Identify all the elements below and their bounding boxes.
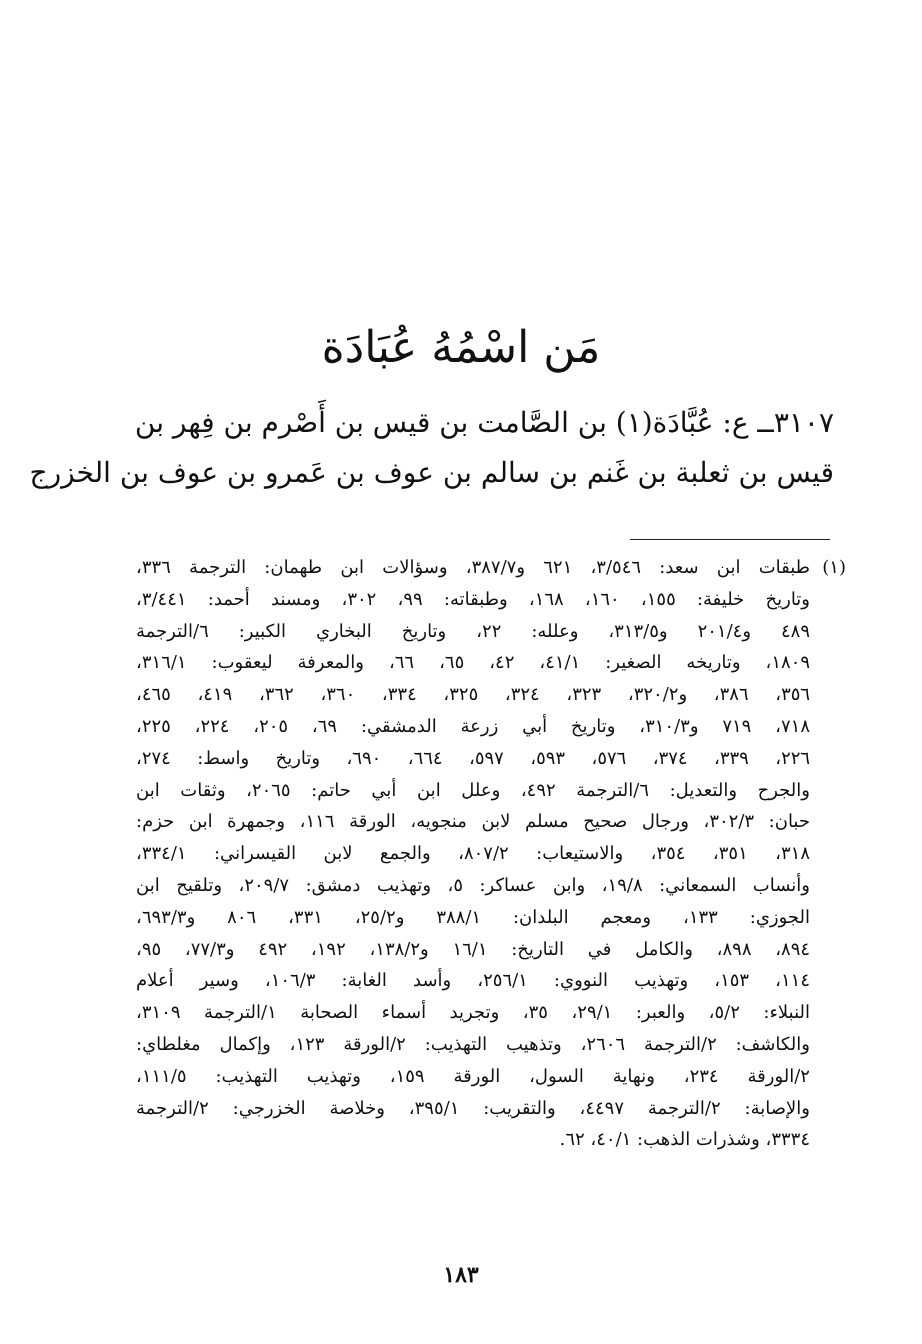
- footnote-line: ٨٩٤، ٨٩٨، والكامل في التاريخ: ١٦/١ و١٣٨/٢، ١٩٢، ٤٩٢ و٧٧/٣، ٩٥،: [136, 938, 811, 960]
- biography-entry: [29, 398, 834, 498]
- footnote-line: ٣٥٦، ٣٨٦، و٣٢٠/٢، ٣٢٣، ٣٢٤، ٣٢٥، ٣٣٤، ٣٦٠، ٣٦٢، ٤١٩، ٤٦٥،: [136, 684, 811, 706]
- footnote-line: النبلاء: ٥/٢، والعبر: ٢٩/١، ٣٥، وتجريد أسماء الصحابة ١/الترجمة ٣١٠٩،: [136, 1002, 811, 1024]
- section-heading: مَن اسْمُهُ عُبَادَة: [321, 322, 601, 373]
- footnote-line: ١٨٠٩، وتاريخه الصغير: ٤١/١، ٤٢، ٦٥، ٦٦، والمعرفة ليعقوب: ٣١٦/١،: [136, 652, 811, 674]
- footnote-line: والكاشف: ٢/الترجمة ٢٦٠٦، وتذهيب التهذيب: ٢/الورقة ١٢٣، وإكمال مغلطاي:: [136, 1033, 810, 1055]
- footnote-line: والإصابة: ٢/الترجمة ٤٤٩٧، والتقريب: ٣٩٥/١، وخلاصة الخزرجي: ٢/الترجمة: [136, 1097, 810, 1119]
- footnote-line: وأنساب السمعاني: ١٩/٨، وابن عساكر: ٥، وتهذيب دمشق: ٢٠٩/٧، وتلقيح ابن: [136, 874, 810, 896]
- page-number: ١٨٣: [443, 1262, 479, 1288]
- entry-line-2: قيس بن ثعلبة بن غَنم بن سالم بن عوف بن عَمرو بن عوف بن الخزرج: [29, 456, 834, 489]
- footnote-line: طبقات ابن سعد: ٣/٥٤٦، ٦٢١ و٣٨٧/٧، وسؤالات ابن طهمان: الترجمة ٣٣٦،: [136, 557, 810, 578]
- footnote-line: ٧١٨، ٧١٩ و٣١٠/٣، وتاريخ أبي زرعة الدمشقي: ٦٩، ٢٠٥، ٢٢٤، ٢٢٥،: [136, 715, 810, 737]
- footnote-line: ٤٨٩ و٢٠١/٤ و٣١٣/٥، وعلله: ٢٢، وتاريخ البخاري الكبير: ٦/الترجمة: [136, 620, 810, 642]
- footnote-line: حبان: ٣٠٢/٣، ورجال صحيح مسلم لابن منجويه، الورقة ١١٦، وجمهرة ابن حزم:: [136, 811, 810, 833]
- entry-line-1: ٣١٠٧ــ ع: عُبَّادَة(١) بن الصَّامت بن قيس بن أَصْرم بن فِهر بن: [134, 406, 834, 439]
- footnote-line: ٢٢٦، ٣٣٩، ٣٧٤، ٥٧٦، ٥٩٣، ٥٩٧، ٦٦٤، ٦٩٠، وتاريخ واسط: ٢٧٤،: [136, 747, 811, 769]
- footnote-line: وتاريخ خليفة: ١٥٥، ١٦٠، ١٦٨، وطبقاته: ٩٩، ٣٠٢، ومسند أحمد: ٣/٤٤١،: [136, 588, 811, 610]
- footnote-line: ٣٣٣٤، وشذرات الذهب: ٤٠/١، ٦٢.: [559, 1129, 810, 1151]
- footnote-line: ٣١٨، ٣٥١، ٣٥٤، والاستيعاب: ٨٠٧/٢، والجمع لابن القيسراني: ٣٣٤/١،: [136, 843, 811, 865]
- footnote-line: ١١٤، ١٥٣، وتهذيب النووي: ٢٥٦/١، وأسد الغابة: ١٠٦/٣، وسير أعلام: [136, 970, 811, 992]
- footnote-body: [136, 552, 810, 1156]
- footnote-marker: (١): [822, 557, 846, 578]
- footnote-line: الجوزي: ١٣٣، ومعجم البلدان: ٣٨٨/١ و٢٥/٢، ٣٣١، ٨٠٦ و٦٩٣/٣،: [136, 906, 810, 928]
- footnote-line: ٢/الورقة ٢٣٤، ونهاية السول، الورقة ١٥٩، وتهذيب التهذيب: ١١١/٥،: [136, 1065, 810, 1087]
- footnote-line: والجرح والتعديل: ٦/الترجمة ٤٩٢، وعلل ابن أبي حاتم: ٢٠٦٥، وثقات ابن: [136, 779, 810, 801]
- footnote: [136, 552, 846, 1156]
- footnote-separator: [630, 539, 830, 540]
